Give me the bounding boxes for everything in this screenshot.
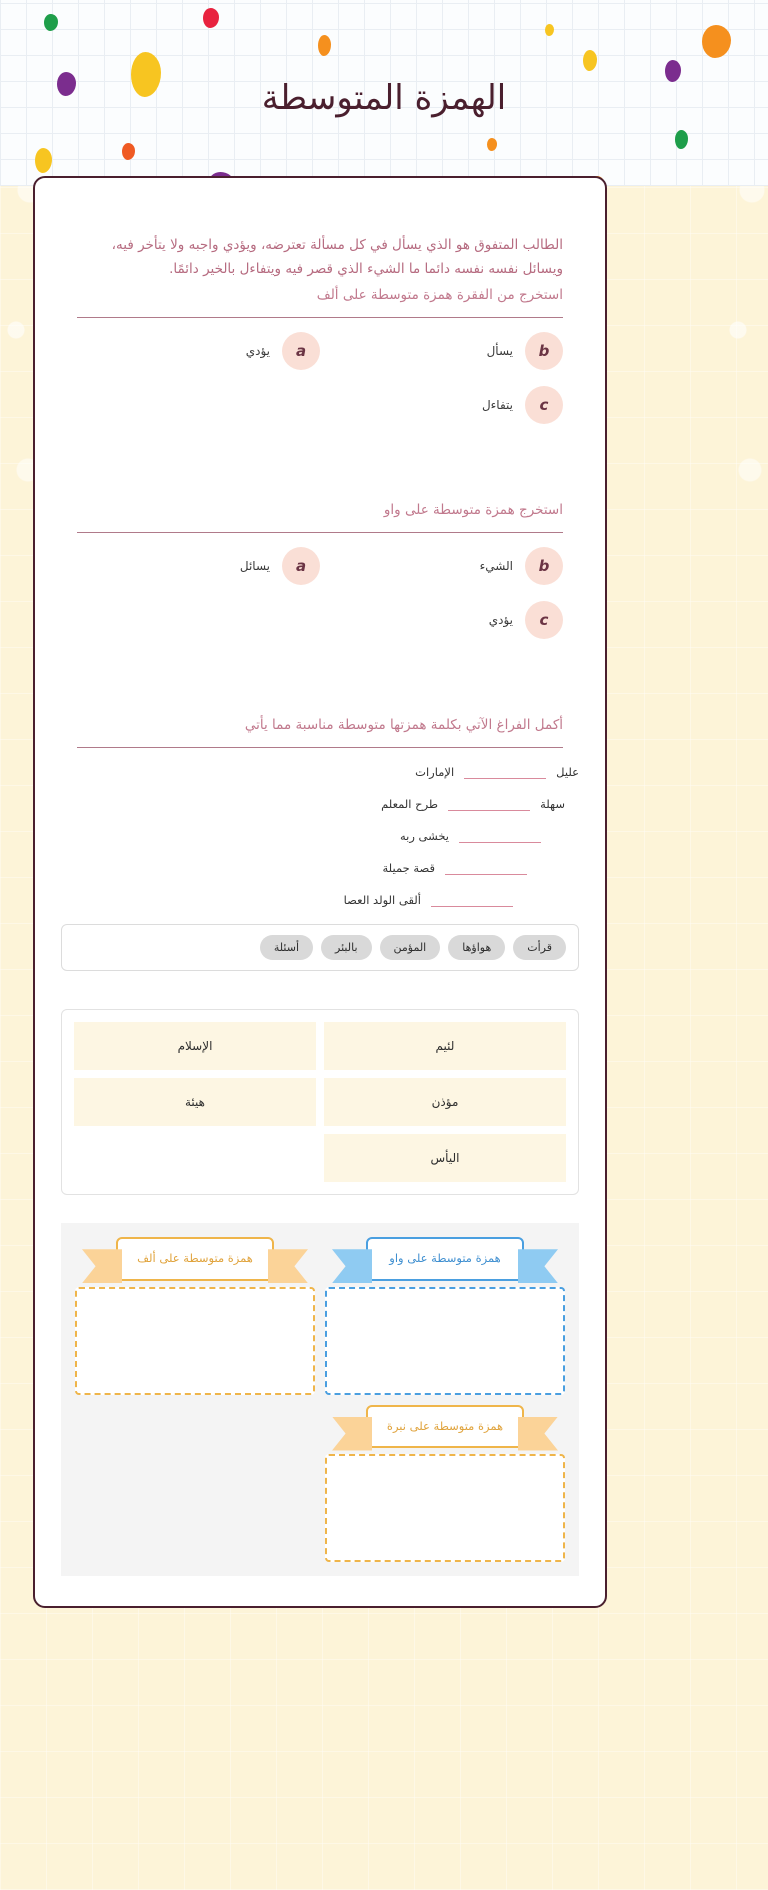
answer-option[interactable] xyxy=(320,332,563,370)
fill-in-blank-row xyxy=(61,892,579,907)
paint-splat xyxy=(203,8,219,28)
question-1-prompt: استخرج من الفقرة همزة متوسطة على ألف xyxy=(316,287,563,304)
blank-input[interactable] xyxy=(459,828,541,843)
word-bank-chip[interactable]: المؤمن xyxy=(380,935,441,960)
row-prefix-word: طرح المعلم xyxy=(381,797,439,812)
spacer xyxy=(55,655,585,713)
blank-input[interactable] xyxy=(464,764,546,779)
word-bank-chip[interactable]: هواؤها xyxy=(448,935,505,960)
question-1-stem: الطالب المتفوق هو الذي يسأل في كل مسألة تعترضه، ويؤدي واجبه ولا يتأخر فيه، ويسائل نفسه نفسه دائما ما الشيء الذي قصر فيه ويتفاءل بالخير دائمًا. xyxy=(111,237,563,277)
question-3 xyxy=(55,717,585,971)
option-bullet[interactable]: c xyxy=(525,601,563,639)
paint-splat xyxy=(702,25,731,58)
option-label: يؤدي xyxy=(245,344,270,359)
option-label: يسائل xyxy=(239,559,270,574)
question-2 xyxy=(55,502,585,655)
paint-splat xyxy=(122,143,135,160)
answer-option[interactable] xyxy=(320,601,563,639)
question-2-options xyxy=(55,533,585,655)
row-prefix-word: قصة جميلة xyxy=(382,861,435,876)
word-cell[interactable]: الإسلام xyxy=(74,1022,316,1070)
spacer xyxy=(55,440,585,498)
question-3-prompt: أكمل الفراغ الآتي بكلمة همزتها متوسطة مناسبة مما يأتي xyxy=(244,717,563,734)
drop-group xyxy=(325,1405,565,1562)
drop-group xyxy=(325,1237,565,1394)
word-bank-chip[interactable]: أسئلة xyxy=(260,935,313,960)
option-bullet[interactable]: b xyxy=(525,547,563,585)
row-suffix-word: سهلة xyxy=(540,797,565,812)
group-banner-label: همزة متوسطة على نبرة xyxy=(366,1405,524,1448)
paint-splat xyxy=(318,35,331,56)
word-bank-chip[interactable]: قرأت xyxy=(513,935,566,960)
word-bank xyxy=(61,924,579,971)
answer-option[interactable] xyxy=(320,386,563,424)
row-prefix-word: ألقى الولد العصا xyxy=(343,893,421,908)
paint-splat xyxy=(35,148,52,173)
word-cell[interactable]: اليأس xyxy=(324,1134,566,1182)
paint-splat xyxy=(44,14,58,31)
answer-option[interactable] xyxy=(77,547,320,585)
option-label: يسأل xyxy=(486,344,513,359)
option-label: يتفاءل xyxy=(481,398,513,413)
option-bullet[interactable]: b xyxy=(525,332,563,370)
option-label: يؤدي xyxy=(488,613,513,628)
question-1 xyxy=(55,234,585,440)
row-prefix-word: يخشى ربه xyxy=(399,829,449,844)
answer-option[interactable] xyxy=(77,332,320,370)
worksheet-sheet xyxy=(33,176,607,1608)
question-4-word-grid xyxy=(61,1009,579,1195)
word-cell[interactable]: مؤذن xyxy=(324,1078,566,1126)
fill-in-blank-row xyxy=(61,828,579,843)
fill-in-blank-row xyxy=(61,764,579,779)
paint-splat xyxy=(545,24,554,36)
group-banner-label: همزة متوسطة على واو xyxy=(366,1237,524,1280)
drop-zone[interactable] xyxy=(75,1287,315,1395)
fill-in-blank-row xyxy=(61,796,579,811)
row-prefix-word: الإمارات xyxy=(415,765,455,780)
word-cell[interactable]: لئيم xyxy=(324,1022,566,1070)
row-suffix-word: عليل xyxy=(556,765,579,780)
word-bank-chip[interactable]: بالبئر xyxy=(321,935,371,960)
question-1-options xyxy=(55,318,585,440)
fill-in-blank-list xyxy=(55,748,585,907)
drop-zone[interactable] xyxy=(325,1454,565,1562)
drop-zone[interactable] xyxy=(325,1287,565,1395)
paint-splat xyxy=(675,130,688,149)
word-cell[interactable]: هيئة xyxy=(74,1078,316,1126)
blank-input[interactable] xyxy=(448,796,530,811)
question-2-prompt: استخرج همزة متوسطة على واو xyxy=(383,502,563,519)
option-label: الشيء xyxy=(479,559,513,574)
question-5-drag-drop xyxy=(61,1223,579,1576)
option-bullet[interactable]: a xyxy=(282,332,320,370)
drop-group xyxy=(75,1237,315,1394)
blank-input[interactable] xyxy=(445,860,527,875)
blank-input[interactable] xyxy=(431,892,513,907)
option-bullet[interactable]: c xyxy=(525,386,563,424)
fill-in-blank-row xyxy=(61,860,579,875)
paint-splat xyxy=(487,138,497,151)
worksheet-header xyxy=(0,0,768,186)
page-title: الهمزة المتوسطة xyxy=(261,78,507,118)
answer-option[interactable] xyxy=(320,547,563,585)
paint-splat xyxy=(583,50,597,71)
option-bullet[interactable]: a xyxy=(282,547,320,585)
group-banner-label: همزة متوسطة على ألف xyxy=(116,1237,274,1280)
